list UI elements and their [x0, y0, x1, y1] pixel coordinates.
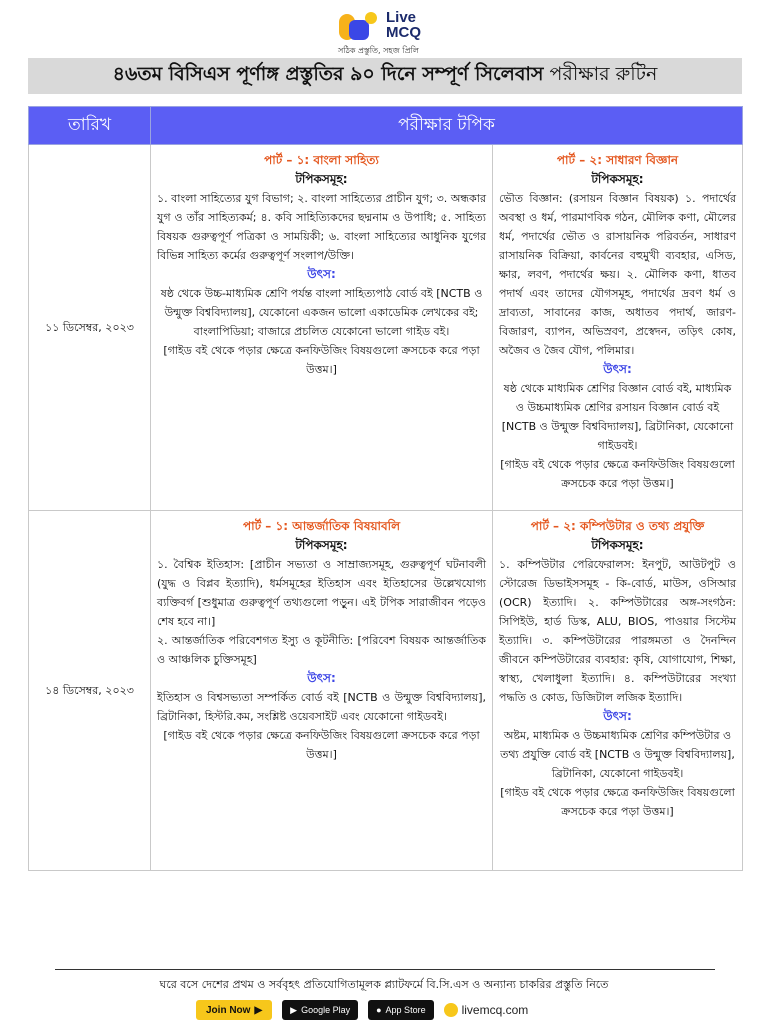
logo-line-2: MCQ	[386, 24, 421, 41]
topics-heading: টপিকসমূহ:	[591, 538, 644, 552]
logo-line-1: Live	[386, 9, 417, 26]
footer-tagline: ঘরে বসে দেশের প্রথম ও সর্ববৃহৎ প্রতিযোগিতামূলক প্ল্যাটফর্মে বি.সি.এস ও অন্যান্য চাকরির প্রস্তুতি নিতে	[159, 978, 609, 991]
source-heading: উৎস:	[603, 709, 632, 723]
google-play-label: Google Play	[301, 1005, 351, 1015]
page-title-normal: পরীক্ষার রুটিন	[549, 63, 658, 85]
table-header-row	[29, 107, 743, 145]
topic-cell-left	[151, 145, 493, 511]
logo-text	[386, 10, 421, 40]
topic-cell-right	[493, 145, 743, 511]
app-store-button[interactable]	[368, 1000, 433, 1020]
footer-links	[196, 998, 528, 1022]
topic-cell-left	[151, 511, 493, 871]
table-row	[29, 511, 743, 871]
topics-text: ১. বাংলা সাহিত্যের যুগ বিভাগ; ২. বাংলা সাহিত্যের প্রাচীন যুগ; ৩. অন্ধকার যুগ ও তাঁর সাহিত্যকর্ম; ৪. কবি সাহিত্যিকদের ছদ্মনাম ও উপাধি; ৫. সাহিত্য বিষয়ক গুরুত্বপূর্ণ পত্রিকা ও সাময়িকী; ৬. বাংলা সাহিত্যের আধুনিক যুগের বিভিন্ন সাহিত্য কর্মের গুরুত্বপূর্ণ সংলাপ/উক্তি।	[157, 192, 486, 262]
topics-text: ভৌত বিজ্ঞান: (রসায়ন বিজ্ঞান বিষয়ক) ১. পদার্থের অবস্থা ও ধর্ম, পারমাণবিক গঠন, মৌলিক কণা, মৌলের ধর্ম, পদার্থের ভৌত ও রাসায়নিক পরিবর্তন, সাধারণ রাসায়নিক বিক্রিয়া, কার্বনের বহুমুখী ব্যবহার, এসিড, ক্ষার, লবণ, পদার্থের ক্ষয়। ২. মৌলিক কণা, ধাতব পদার্থ এবং তাদের যৌগসমূহ, পদার্থের দ্রবণ ধর্ম ও দ্রাব্যতা, সাবানের কাজ, অধাতব পদার্থ, জারণ-বিজারণ, ব্যাপন, অভিস্রবণ, প্রস্বেদন, তড়িৎ কোষ, অজৈব ও জৈব যৌগ, পলিমার।	[499, 192, 736, 357]
note-text: [গাইড বই থেকে পড়ার ক্ষেত্রে কনফিউজিং বিষয়গুলো ক্রসচেক করে পড়া উত্তম।]	[500, 458, 735, 490]
livemcq-logo-icon	[337, 10, 381, 44]
page-title	[28, 58, 742, 94]
table-row	[29, 145, 743, 511]
note-text: [গাইড বই থেকে পড়ার ক্ষেত্রে কনফিউজিং বিষয়গুলো ক্রসচেক করে পড়া উত্তম।]	[500, 786, 735, 818]
page-title-bold: ৪৬তম বিসিএস পূর্ণাঙ্গ প্রস্তুতির ৯০ দিনে সম্পূর্ণ সিলেবাস	[112, 63, 544, 85]
part-title: পার্ট – ১: আন্তর্জাতিক বিষয়াবলি	[242, 519, 401, 533]
footer-divider	[55, 969, 715, 970]
topics-heading: টপিকসমূহ:	[591, 172, 644, 186]
part-title: পার্ট – ২: কম্পিউটার ও তথ্য প্রযুক্তি	[530, 519, 705, 533]
column-header-topic: পরীক্ষার টপিক	[151, 107, 743, 145]
globe-icon	[444, 1003, 458, 1017]
website-label: livemcq.com	[461, 1003, 529, 1017]
note-text: [গাইড বই থেকে পড়ার ক্ষেত্রে কনফিউজিং বিষয়গুলো ক্রসচেক করে পড়া উত্তম।]	[163, 729, 480, 761]
topics-text: ১. বৈশ্বিক ইতিহাস: [প্রাচীন সভ্যতা ও সাম্রাজ্যসমূহ, গুরুত্বপূর্ণ ঘটনাবলী (যুদ্ধ ও বিপ্লব ইত্যাদি), ধর্মসমূহের ইতিহাস এবং ইতিহাসের উল্লেখযোগ্য ব্যক্তিবর্গ [শুধুমাত্র গুরুত্বপূর্ণ তথ্যগুলো পড়ুন। এই টপিক সারাজীবন পড়েও শেষ হবে না।]	[157, 558, 486, 628]
logo	[0, 4, 768, 56]
source-heading: উৎস:	[603, 362, 632, 376]
topics-heading: টপিকসমূহ:	[295, 172, 348, 186]
join-now-label: Join Now	[206, 1004, 251, 1016]
routine-table	[28, 106, 743, 871]
topic-cell-right	[493, 511, 743, 871]
google-play-icon: ▶	[290, 1004, 298, 1015]
apple-icon: ●	[376, 1005, 382, 1015]
column-header-date: তারিখ	[29, 107, 151, 145]
website-link[interactable]	[444, 1003, 529, 1017]
date-cell: ১১ ডিসেম্বর, ২০২৩	[29, 145, 151, 511]
play-arrow-icon: ▶	[254, 1004, 263, 1016]
join-now-button[interactable]	[196, 1000, 272, 1020]
date-cell: ১৪ ডিসেম্বর, ২০২৩	[29, 511, 151, 871]
app-store-label: App Store	[385, 1005, 426, 1015]
part-title: পার্ট – ১: বাংলা সাহিত্য	[264, 153, 379, 167]
topics-text: ১. কম্পিউটার পেরিফেরালস: ইনপুট, আউটপুট ও স্টোরেজ ডিভাইসসমূহ - কি-বোর্ড, মাউস, ওসিআর (OCR) ইত্যাদি। ২. কম্পিউটারের অঙ্গ-সংগঠন: সিপিইউ, হার্ড ডিস্ক, ALU, BIOS, পাওয়ার সিস্টেম ইত্যাদি। ৩. কম্পিউটারের পারঙ্গমতা ও দৈনন্দিন জীবনে কম্পিউটারের ব্যবহার: কৃষি, যোগাযোগ, শিক্ষা, স্বাস্থ্য, খেলাধুলা ইত্যাদি। ৪. কম্পিউটারের সংখ্যা পদ্ধতি ও কোড, ডিজিটাল লজিক ইত্যাদি।	[499, 558, 736, 704]
source-text: ইতিহাস ও বিশ্বসভ্যতা সম্পর্কিত বোর্ড বই [NCTB ও উন্মুক্ত বিশ্ববিদ্যালয়], ব্রিটানিকা, হিস্টরি.কম, সংশ্লিষ্ট ওয়েবসাইট এবং যেকোনো গাইডবই।	[157, 691, 486, 723]
topics-text-2: ২. আন্তর্জাতিক পরিবেশগত ইস্যু ও কূটনীতি: [পরিবেশ বিষয়ক আন্তর্জাতিক ও আঞ্চলিক চুক্তিসমূহ]	[157, 634, 486, 666]
part-title: পার্ট – ২: সাধারণ বিজ্ঞান	[556, 153, 679, 167]
source-heading: উৎস:	[307, 671, 336, 685]
source-heading: উৎস:	[307, 267, 336, 281]
topics-heading: টপিকসমূহ:	[295, 538, 348, 552]
source-text: অষ্টম, মাধ্যমিক ও উচ্চমাধ্যমিক শ্রেণির কম্পিউটার ও তথ্য প্রযুক্তি বোর্ড বই [NCTB ও উন্মুক্ত বিশ্ববিদ্যালয়], ব্রিটানিকা, যেকোনো গাইডবই।	[500, 729, 735, 780]
note-text: [গাইড বই থেকে পড়ার ক্ষেত্রে কনফিউজিং বিষয়গুলো ক্রসচেক করে পড়া উত্তম।]	[163, 344, 480, 376]
source-text: ষষ্ঠ থেকে উচ্চ-মাধ্যমিক শ্রেণি পর্যন্ত বাংলা সাহিত্যপাঠ বোর্ড বই [NCTB ও উন্মুক্ত বিশ্ববিদ্যালয়], যেকোনো একজন ভালো একাডেমিক লেখকের বই; বাংলাপিডিয়া; বাজারে প্রচলিত যেকোনো ভালো গাইড বই।	[160, 287, 483, 338]
google-play-button[interactable]	[282, 1000, 358, 1020]
logo-tagline: সঠিক প্রস্তুতি, সহজ প্রিলি	[338, 46, 419, 55]
source-text: ষষ্ঠ থেকে মাধ্যমিক শ্রেণির বিজ্ঞান বোর্ড বই, মাধ্যমিক ও উচ্চমাধ্যমিক শ্রেণির রসায়ন বিজ্ঞান বোর্ড বই [NCTB ও উন্মুক্ত বিশ্ববিদ্যালয়], ব্রিটানিকা, যেকোনো গাইডবই।	[501, 382, 734, 452]
